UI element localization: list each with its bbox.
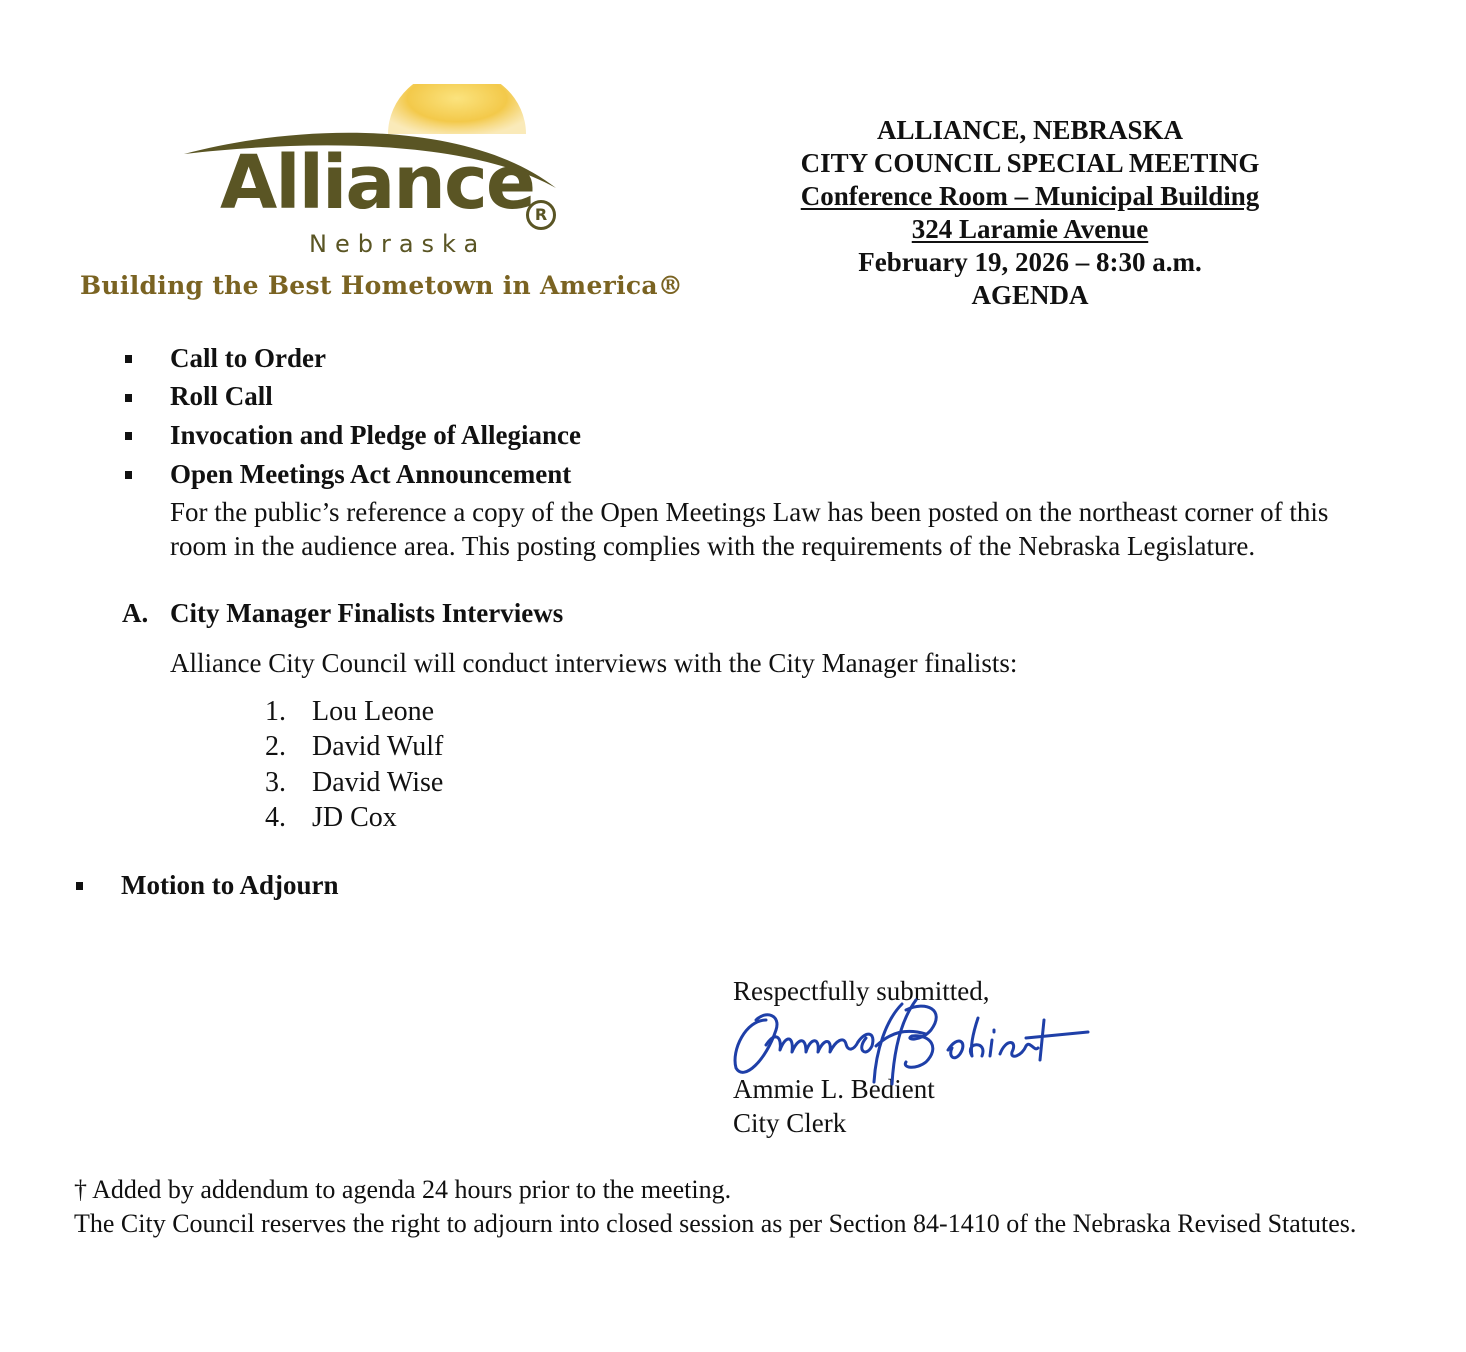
footer-closed-session-note: The City Council reserves the right to adjourn into closed session as per Section 84-1410 of the Nebraska Revised Statutes. — [74, 1209, 1357, 1238]
finalist-number: 3. — [265, 767, 286, 798]
finalist-number: 2. — [265, 731, 286, 762]
meeting-header — [730, 114, 1330, 312]
agenda-item-invocation: Invocation and Pledge of Allegiance — [170, 420, 581, 450]
agenda-item-call-to-order: Call to Order — [170, 343, 326, 373]
header-address: 324 Laramie Avenue — [911, 214, 1149, 244]
logo-wordmark: Alliance — [220, 140, 535, 226]
header-agenda: AGENDA — [971, 280, 1089, 310]
signatory-title: City Clerk — [733, 1108, 847, 1138]
signature-closing: Respectfully submitted, — [733, 976, 990, 1006]
bullet-icon — [125, 432, 132, 440]
bullet-icon — [125, 471, 132, 479]
logo-tagline: Building the Best Hometown in America® — [80, 271, 684, 300]
agenda-item-open-meetings: Open Meetings Act Announcement — [170, 459, 572, 489]
finalist-name: Lou Leone — [312, 696, 435, 727]
header-datetime: February 19, 2026 – 8:30 a.m. — [858, 247, 1202, 277]
bullet-icon — [125, 394, 132, 402]
bullet-icon — [76, 882, 83, 890]
agenda-item-adjourn: Motion to Adjourn — [121, 870, 339, 900]
city-logo — [176, 84, 576, 260]
header-meeting-type: CITY COUNCIL SPECIAL MEETING — [800, 148, 1260, 178]
registered-mark: R — [526, 200, 556, 230]
finalist-number: 1. — [265, 696, 286, 727]
finalist-name: David Wise — [312, 767, 444, 798]
open-meetings-text-line-2: room in the audience area. This posting complies with the requirements of the Nebraska Legislature. — [170, 531, 1256, 561]
footer-addendum-note: † Added by addendum to agenda 24 hours prior to the meeting. — [74, 1175, 732, 1204]
section-a-letter: A. — [122, 598, 149, 628]
header-city: ALLIANCE, NEBRASKA — [876, 115, 1184, 145]
agenda-item-roll-call: Roll Call — [170, 381, 273, 411]
bullet-icon — [125, 355, 132, 363]
header-location: Conference Room – Municipal Building — [800, 181, 1260, 211]
finalist-number: 4. — [265, 802, 286, 833]
section-a-intro: Alliance City Council will conduct interviews with the City Manager finalists: — [170, 648, 1018, 678]
finalist-name: David Wulf — [312, 731, 444, 762]
section-a-title: City Manager Finalists Interviews — [170, 598, 564, 628]
handwritten-signature — [726, 990, 1096, 1090]
open-meetings-text-line-1: For the public’s reference a copy of the Open Meetings Law has been posted on the northeast corner of this — [170, 497, 1329, 527]
logo-subtitle: Nebraska — [309, 230, 487, 258]
finalist-name: JD Cox — [312, 802, 397, 833]
signatory-name: Ammie L. Bedient — [733, 1074, 935, 1104]
sun-icon — [388, 84, 526, 134]
